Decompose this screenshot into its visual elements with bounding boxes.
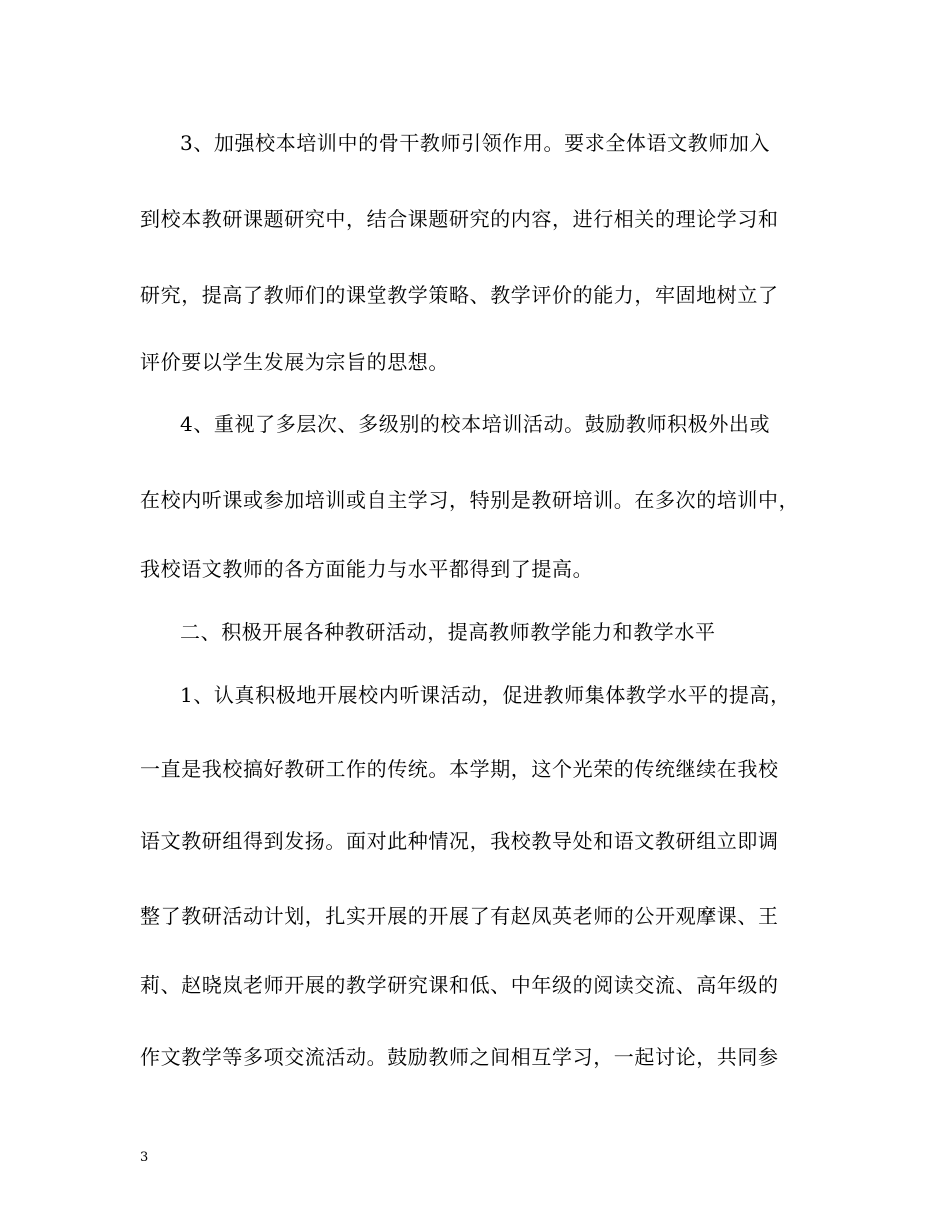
paragraph-line: 1、认真积极地开展校内听课活动，促进教师集体教学水平的提高，: [180, 683, 791, 707]
paragraph-line: 莉、赵晓岚老师开展的教学研究课和低、中年级的阅读交流、高年级的: [140, 973, 779, 997]
paragraph-line: 3、加强校本培训中的骨干教师引领作用。要求全体语文教师加入: [180, 131, 771, 155]
paragraph-line: 研究，提高了教师们的课堂教学策略、教学评价的能力，牢固地树立了: [140, 283, 779, 307]
paragraph-line: 到校本教研课题研究中，结合课题研究的内容，进行相关的理论学习和: [140, 207, 779, 231]
paragraph-line: 整了教研活动计划，扎实开展的开展了有赵凤英老师的公开观摩课、王: [140, 904, 779, 928]
paragraph-line: 语文教研组得到发扬。面对此种情况，我校教导处和语文教研组立即调: [140, 829, 779, 853]
paragraph-line: 评价要以学生发展为宗旨的思想。: [140, 350, 449, 374]
paragraph-line: 一直是我校搞好教研工作的传统。本学期，这个光荣的传统继续在我校: [140, 757, 779, 781]
page-number: 3: [140, 1150, 149, 1165]
section-heading: 二、积极开展各种教研活动，提高教师教学能力和教学水平: [180, 620, 716, 644]
paragraph-line: 我校语文教师的各方面能力与水平都得到了提高。: [140, 557, 594, 581]
paragraph-line: 在校内听课或参加培训或自主学习，特别是教研培训。在多次的培训中，: [140, 488, 800, 512]
paragraph-line: 作文教学等多项交流活动。鼓励教师之间相互学习，一起讨论，共同参: [140, 1045, 779, 1069]
paragraph-line: 4、重视了多层次、多级别的校本培训活动。鼓励教师积极外出或: [180, 412, 771, 436]
